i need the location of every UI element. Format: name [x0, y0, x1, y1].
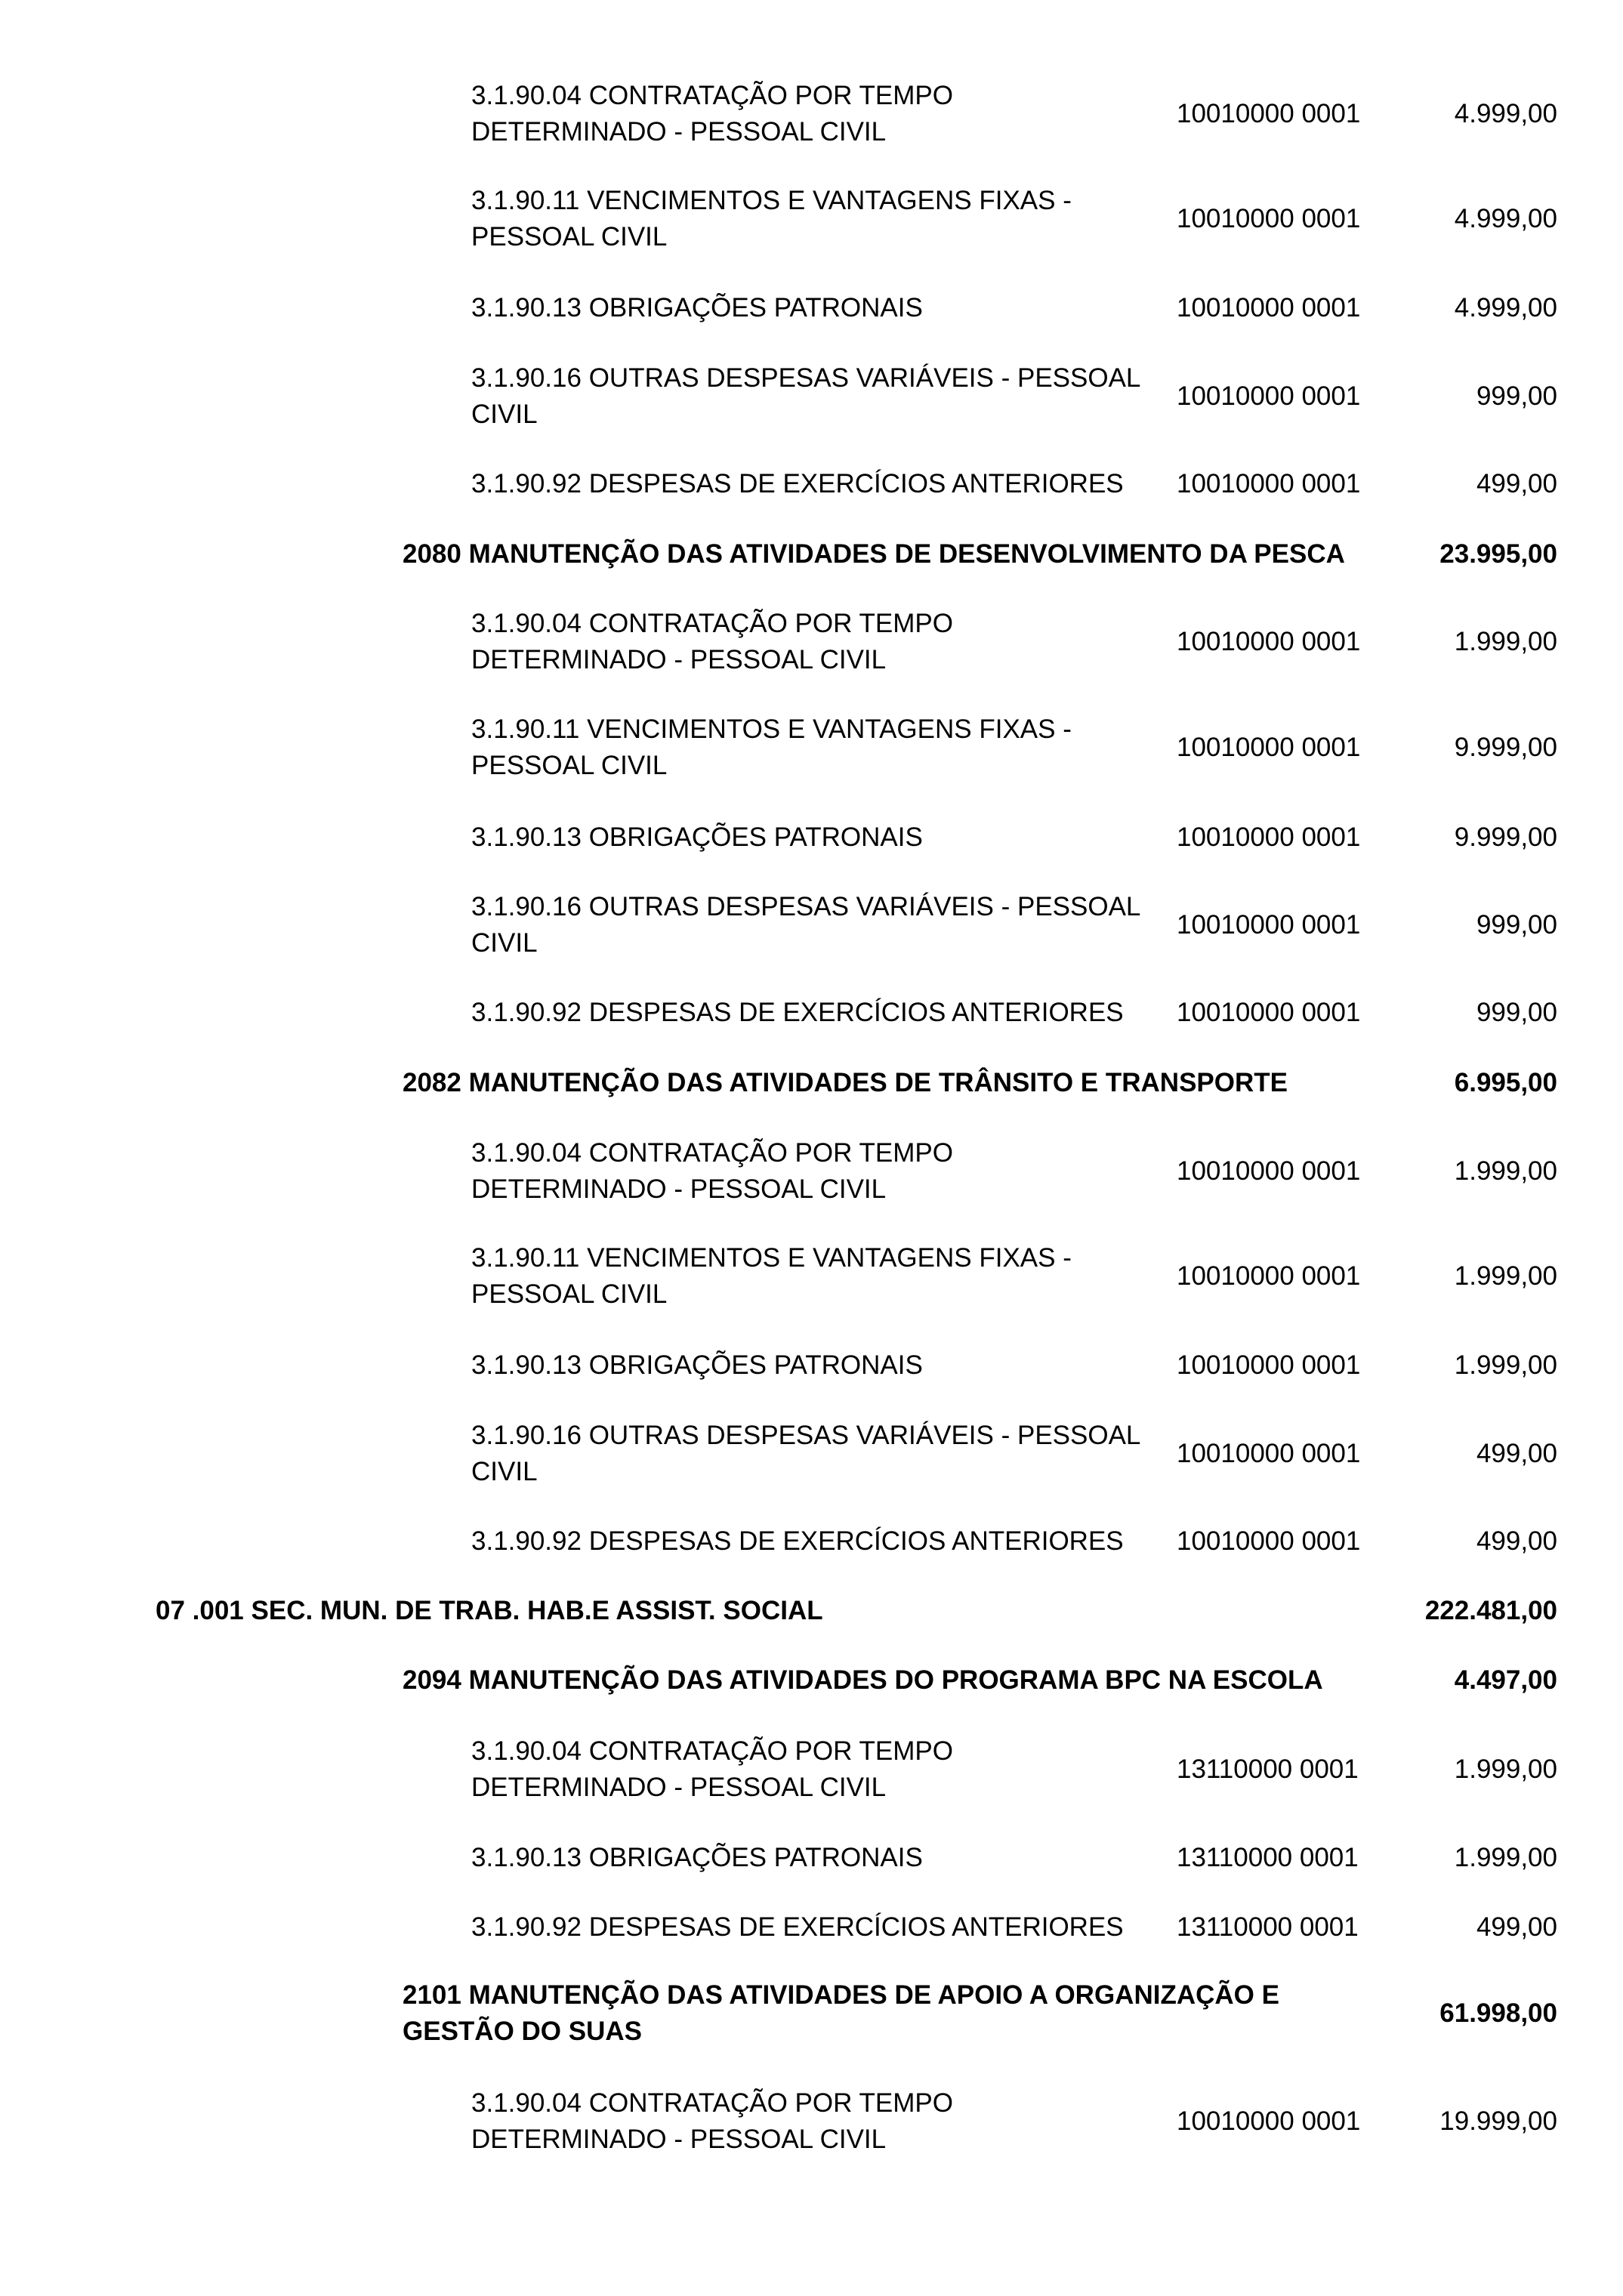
- row-source-code: 13110000 0001: [1177, 1912, 1359, 1942]
- row-description: 3.1.90.04 CONTRATAÇÃO POR TEMPO DETERMINADO - PESSOAL CIVIL: [471, 81, 953, 147]
- row-source-code: 10010000 0001: [1177, 910, 1361, 940]
- row-value: 1.999,00: [1454, 1754, 1557, 1784]
- expense-row: [0, 995, 1623, 1031]
- row-value: 4.999,00: [1454, 293, 1557, 322]
- row-description: 2101 MANUTENÇÃO DAS ATIVIDADES DE APOIO A ORGANIZAÇÃO E GESTÃO DO SUAS: [403, 1980, 1279, 2046]
- row-source-code: 10010000 0001: [1177, 1526, 1361, 1556]
- row-value: 4.999,00: [1454, 204, 1557, 233]
- row-source-code: 10010000 0001: [1177, 1439, 1361, 1468]
- expense-row: [0, 1733, 1623, 1806]
- row-value: 1.999,00: [1454, 1350, 1557, 1380]
- row-source-code: 10010000 0001: [1177, 822, 1361, 852]
- row-value: 999,00: [1476, 998, 1557, 1027]
- row-description: 3.1.90.16 OUTRAS DESPESAS VARIÁVEIS - PESSOAL CIVIL: [471, 363, 1141, 429]
- row-description: 3.1.90.16 OUTRAS DESPESAS VARIÁVEIS - PESSOAL CIVIL: [471, 1421, 1141, 1486]
- row-description: 2094 MANUTENÇÃO DAS ATIVIDADES DO PROGRAMA BPC NA ESCOLA: [403, 1665, 1323, 1695]
- row-description: 3.1.90.13 OBRIGAÇÕES PATRONAIS: [471, 1350, 923, 1380]
- row-description: 3.1.90.92 DESPESAS DE EXERCÍCIOS ANTERIORES: [471, 1526, 1124, 1556]
- row-source-code: 10010000 0001: [1177, 733, 1361, 762]
- expense-row: [0, 1347, 1623, 1384]
- expense-row: [0, 711, 1623, 784]
- row-description: 3.1.90.04 CONTRATAÇÃO POR TEMPO DETERMINADO - PESSOAL CIVIL: [471, 609, 953, 674]
- row-source-code: 10010000 0001: [1177, 381, 1361, 411]
- row-value: 999,00: [1476, 910, 1557, 940]
- row-value: 1.999,00: [1454, 1843, 1557, 1872]
- row-description: 3.1.90.16 OUTRAS DESPESAS VARIÁVEIS - PESSOAL CIVIL: [471, 892, 1141, 958]
- row-source-code: 10010000 0001: [1177, 1156, 1361, 1186]
- row-value: 9.999,00: [1454, 733, 1557, 762]
- row-value: 6.995,00: [1454, 1068, 1557, 1097]
- row-source-code: 13110000 0001: [1177, 1754, 1359, 1784]
- row-description: 3.1.90.11 VENCIMENTOS E VANTAGENS FIXAS - PESSOAL CIVIL: [471, 186, 1072, 252]
- row-description: 3.1.90.13 OBRIGAÇÕES PATRONAIS: [471, 293, 923, 322]
- row-description: 3.1.90.92 DESPESAS DE EXERCÍCIOS ANTERIORES: [471, 998, 1124, 1027]
- expense-row: [0, 1135, 1623, 1208]
- row-value: 499,00: [1476, 1912, 1557, 1942]
- row-description: 3.1.90.13 OBRIGAÇÕES PATRONAIS: [471, 822, 923, 852]
- row-description: 3.1.90.04 CONTRATAÇÃO POR TEMPO DETERMINADO - PESSOAL CIVIL: [471, 1736, 953, 1802]
- row-description: 07 .001 SEC. MUN. DE TRAB. HAB.E ASSIST. SOCIAL: [156, 1596, 823, 1625]
- expense-row: [0, 1240, 1623, 1313]
- row-source-code: 10010000 0001: [1177, 2106, 1361, 2136]
- row-source-code: 10010000 0001: [1177, 99, 1361, 128]
- expense-row: [0, 2085, 1623, 2158]
- expense-row: [0, 819, 1623, 856]
- row-description: 3.1.90.13 OBRIGAÇÕES PATRONAIS: [471, 1843, 923, 1872]
- expense-row: [0, 183, 1623, 255]
- action-row: [0, 1065, 1623, 1101]
- expense-row: [0, 1909, 1623, 1946]
- expense-row: [0, 606, 1623, 678]
- row-value: 499,00: [1476, 469, 1557, 498]
- expense-row: [0, 466, 1623, 502]
- expense-row: [0, 360, 1623, 433]
- row-value: 61.998,00: [1439, 1998, 1557, 2028]
- row-description: 3.1.90.04 CONTRATAÇÃO POR TEMPO DETERMINADO - PESSOAL CIVIL: [471, 1138, 953, 1204]
- row-source-code: 10010000 0001: [1177, 627, 1361, 656]
- expense-row: [0, 889, 1623, 961]
- row-description: 3.1.90.11 VENCIMENTOS E VANTAGENS FIXAS - PESSOAL CIVIL: [471, 1243, 1072, 1309]
- row-source-code: 13110000 0001: [1177, 1843, 1359, 1872]
- action-row: [0, 536, 1623, 572]
- row-description: 2082 MANUTENÇÃO DAS ATIVIDADES DE TRÂNSITO E TRANSPORTE: [403, 1068, 1288, 1097]
- row-source-code: 10010000 0001: [1177, 998, 1361, 1027]
- expense-row: [0, 1523, 1623, 1560]
- row-value: 19.999,00: [1439, 2106, 1557, 2136]
- expense-row: [0, 290, 1623, 326]
- expense-row: [0, 1418, 1623, 1490]
- row-value: 4.497,00: [1454, 1665, 1557, 1695]
- row-value: 499,00: [1476, 1439, 1557, 1468]
- row-description: 2080 MANUTENÇÃO DAS ATIVIDADES DE DESENVOLVIMENTO DA PESCA: [403, 539, 1345, 569]
- row-value: 1.999,00: [1454, 1261, 1557, 1291]
- row-source-code: 10010000 0001: [1177, 1350, 1361, 1380]
- row-value: 9.999,00: [1454, 822, 1557, 852]
- row-value: 999,00: [1476, 381, 1557, 411]
- row-source-code: 10010000 0001: [1177, 1261, 1361, 1291]
- row-source-code: 10010000 0001: [1177, 293, 1361, 322]
- row-value: 499,00: [1476, 1526, 1557, 1556]
- row-value: 222.481,00: [1424, 1596, 1557, 1625]
- row-source-code: 10010000 0001: [1177, 469, 1361, 498]
- unit-row: [0, 1593, 1623, 1629]
- row-value: 4.999,00: [1454, 99, 1557, 128]
- expense-row: [0, 1840, 1623, 1876]
- row-description: 3.1.90.04 CONTRATAÇÃO POR TEMPO DETERMINADO - PESSOAL CIVIL: [471, 2088, 953, 2154]
- row-description: 3.1.90.92 DESPESAS DE EXERCÍCIOS ANTERIORES: [471, 469, 1124, 498]
- row-description: 3.1.90.11 VENCIMENTOS E VANTAGENS FIXAS - PESSOAL CIVIL: [471, 714, 1072, 780]
- action-row: [0, 1977, 1623, 2050]
- row-description: 3.1.90.92 DESPESAS DE EXERCÍCIOS ANTERIORES: [471, 1912, 1124, 1942]
- row-source-code: 10010000 0001: [1177, 204, 1361, 233]
- expense-row: [0, 78, 1623, 150]
- row-value: 1.999,00: [1454, 627, 1557, 656]
- row-value: 23.995,00: [1439, 539, 1557, 569]
- row-value: 1.999,00: [1454, 1156, 1557, 1186]
- action-row: [0, 1662, 1623, 1699]
